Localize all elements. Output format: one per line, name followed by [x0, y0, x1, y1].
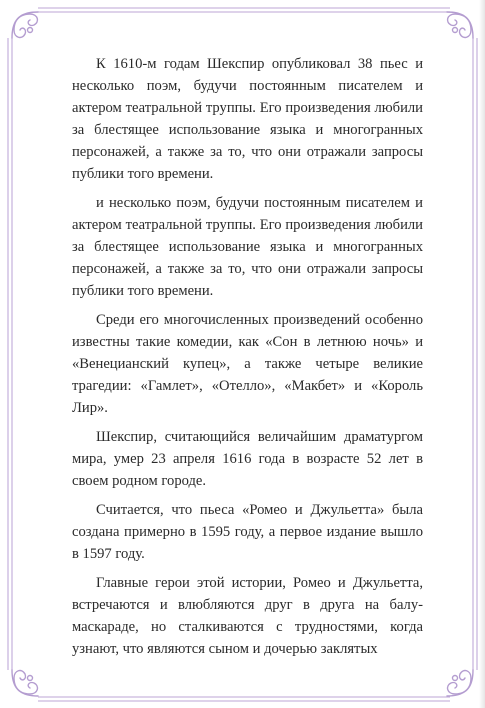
paragraph: Главные герои этой истории, Ромео и Джульетта, встречаются и влюбляются друг в друга на балу-маскараде, но сталкиваются с трудностями, когда узнают, что являются сыном и дочерью заклятых	[72, 575, 423, 657]
paragraph: и несколько поэм, будучи постоянным писателем и актером театральной труппы. Его произведения любили за блестящее использование языка и многогранных персонажей, а также за то, что они отражали запросы публики того времени.	[72, 195, 423, 299]
paragraph: К 1610-м годам Шекспир опубликовал 38 пьес и несколько поэм, будучи постоянным писателем и актером театральной труппы. Его произведения любили за блестящее использование языка и многогранных персонажей, а также за то, что они отражали запросы публики того времени.	[72, 56, 423, 182]
corner-ornament-bottom-left	[12, 670, 38, 696]
page-edge-shadow	[479, 0, 485, 708]
paragraph: Считается, что пьеса «Ромео и Джульетта» была создана примерно в 1595 году, а первое издание вышло в 1597 году.	[72, 502, 423, 562]
corner-ornament-top-left	[12, 12, 38, 38]
corner-ornament-top-right	[447, 12, 473, 38]
paragraph: Шекспир, считающийся величайшим драматургом мира, умер 23 апреля 1616 года в возрасте 52 лет в своем родном городе.	[72, 429, 423, 489]
paragraph: Среди его многочисленных произведений особенно известны такие комедии, как «Сон в летнюю ночь» и «Венецианский купец», а также четыре великие трагедии: «Гамлет», «Отелло», «Макбет» и «Король Лир».	[72, 312, 423, 416]
corner-ornament-bottom-right	[447, 670, 473, 696]
page-body-text	[72, 53, 423, 667]
